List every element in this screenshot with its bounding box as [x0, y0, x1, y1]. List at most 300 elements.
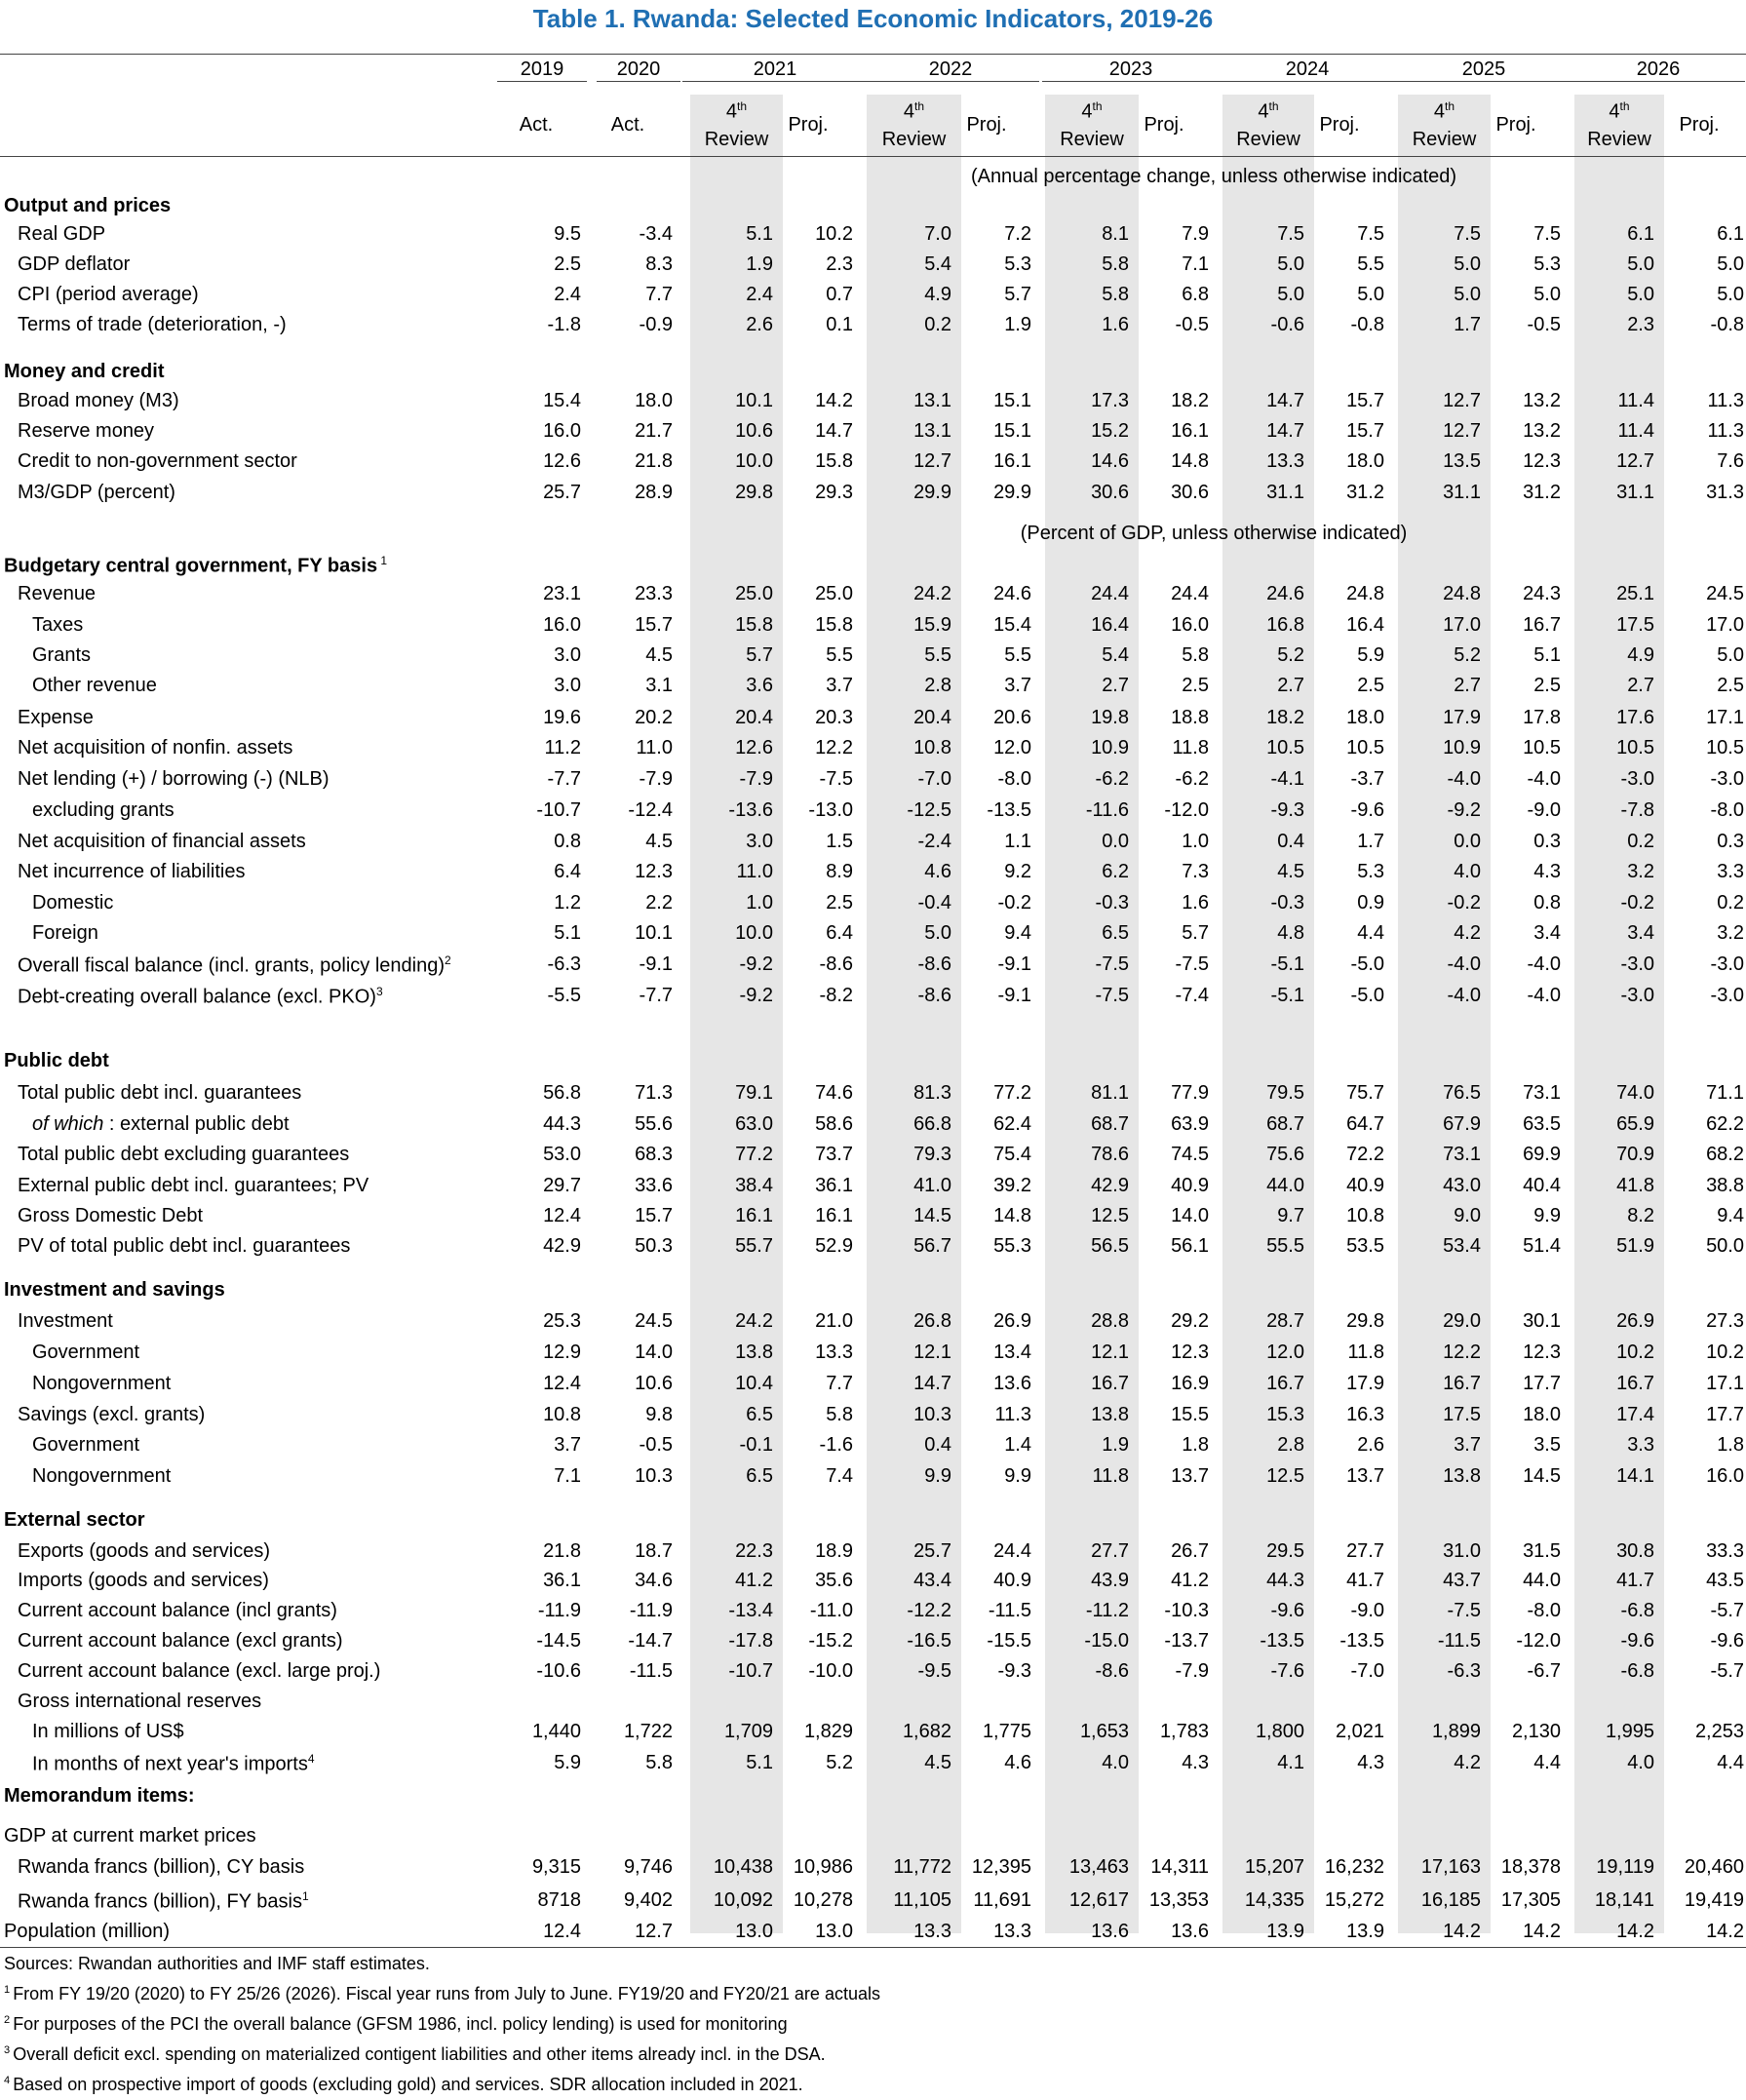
table-cell: -7.5 — [819, 768, 853, 790]
row-label: GDP deflator — [18, 253, 131, 275]
table-cell: 2.6 — [746, 314, 773, 335]
table-cell: 14.7 — [1266, 420, 1304, 442]
table-cell: 15.2 — [1091, 420, 1129, 442]
table-cell: 27.7 — [1091, 1540, 1129, 1562]
table-cell: 55.7 — [735, 1235, 773, 1257]
table-cell: 17.4 — [1616, 1404, 1654, 1425]
table-cell: 10.9 — [1091, 737, 1129, 758]
table-cell: 14.2 — [1706, 1921, 1744, 1942]
table-cell: -0.3 — [1270, 892, 1304, 914]
table-cell: 15.9 — [913, 614, 951, 636]
table-cell: 5.1 — [554, 922, 581, 944]
table-cell: 13.2 — [1523, 420, 1561, 442]
table-cell: 14,335 — [1244, 1889, 1304, 1911]
row-label: Taxes — [32, 614, 84, 636]
table-cell: 12.3 — [635, 861, 673, 882]
table-cell: 13.4 — [993, 1342, 1031, 1363]
table-cell: 1.9 — [746, 253, 773, 275]
table-cell: 13.6 — [1091, 1921, 1129, 1942]
table-cell: -0.5 — [1175, 314, 1209, 335]
row-label: Rwanda francs (billion), FY basis$^1$ — [18, 1889, 309, 1913]
table-cell: 12.0 — [993, 737, 1031, 758]
row-label: Investment — [18, 1310, 113, 1332]
table-cell: 42.9 — [1091, 1175, 1129, 1196]
table-cell: 51.4 — [1523, 1235, 1561, 1257]
table-cell: -7.7 — [547, 768, 581, 790]
section-heading: Budgetary central government, FY basis $^1$ — [4, 554, 388, 577]
table-cell: 28.7 — [1266, 1310, 1304, 1332]
table-cell: 18.9 — [815, 1540, 853, 1562]
table-cell: 25.1 — [1616, 583, 1654, 604]
table-cell: 5.3 — [1004, 253, 1031, 275]
table-cell: 18.0 — [1346, 707, 1384, 728]
table-cell: 2.8 — [1277, 1434, 1304, 1456]
table-cell: 5.0 — [1627, 284, 1654, 305]
table-cell: 14.5 — [913, 1205, 951, 1226]
table-cell: 25.0 — [815, 583, 853, 604]
table-cell: -6.8 — [1620, 1660, 1654, 1682]
row-label: Net incurrence of liabilities — [18, 861, 246, 882]
table-cell: 0.7 — [826, 284, 853, 305]
table-cell: 2.3 — [826, 253, 853, 275]
table-cell: -4.0 — [1527, 953, 1561, 975]
table-cell: -3.0 — [1710, 768, 1744, 790]
table-cell: 0.2 — [1717, 892, 1744, 914]
table-cell: 2,253 — [1694, 1721, 1744, 1742]
row-label: excluding grants — [32, 799, 175, 821]
table-cell: -8.0 — [997, 768, 1031, 790]
row-label: In millions of US$ — [32, 1721, 184, 1742]
table-cell: 71.1 — [1706, 1082, 1744, 1104]
table-cell: 2.5 — [1533, 675, 1561, 696]
section-heading: Output and prices — [4, 195, 172, 216]
table-cell: 10,278 — [793, 1889, 853, 1911]
table-cell: -8.2 — [819, 985, 853, 1006]
table-cell: -9.2 — [739, 985, 773, 1006]
table-cell: 34.6 — [635, 1570, 673, 1591]
table-cell: 39.2 — [993, 1175, 1031, 1196]
table-cell: -5.7 — [1710, 1600, 1744, 1621]
row-label: Reserve money — [18, 420, 155, 442]
table-cell: 16.0 — [1171, 614, 1209, 636]
table-cell: 13.6 — [1171, 1921, 1209, 1942]
bottom-rule — [0, 1947, 1746, 1948]
table-cell: 17.1 — [1706, 707, 1744, 728]
table-cell: 15,272 — [1324, 1889, 1384, 1911]
table-cell: 17.0 — [1706, 614, 1744, 636]
table-cell: 10,986 — [793, 1856, 853, 1878]
table-cell: -9.5 — [917, 1660, 951, 1682]
table-cell: 76.5 — [1443, 1082, 1481, 1104]
table-cell: 70.9 — [1616, 1144, 1654, 1165]
table-cell: -7.9 — [739, 768, 773, 790]
table-cell: 12.0 — [1266, 1342, 1304, 1363]
table-cell: 13,463 — [1068, 1856, 1129, 1878]
table-cell: -13.5 — [1339, 1630, 1384, 1652]
table-cell: 14.1 — [1616, 1465, 1654, 1487]
table-cell: 17.3 — [1091, 390, 1129, 411]
table-cell: 5.8 — [1102, 284, 1129, 305]
table-cell: 13.3 — [913, 1921, 951, 1942]
year-header-2021: 2021 — [682, 58, 868, 82]
projection-column-header: Proj. — [1679, 114, 1720, 136]
table-cell: 44.3 — [543, 1113, 581, 1135]
table-cell: 5.5 — [924, 644, 951, 666]
table-cell: 56.7 — [913, 1235, 951, 1257]
table-cell: -4.1 — [1270, 768, 1304, 790]
table-cell: 10.8 — [543, 1404, 581, 1425]
table-cell: 10.2 — [1706, 1342, 1744, 1363]
table-cell: 5.8 — [645, 1752, 673, 1773]
table-cell: 3.6 — [746, 675, 773, 696]
table-cell: 9,315 — [531, 1856, 581, 1878]
table-cell: 33.3 — [1706, 1540, 1744, 1562]
table-cell: 10.5 — [1616, 737, 1654, 758]
table-cell: 43.7 — [1443, 1570, 1481, 1591]
table-cell: 81.3 — [913, 1082, 951, 1104]
table-cell: 5.0 — [924, 922, 951, 944]
table-cell: -0.2 — [997, 892, 1031, 914]
table-cell: 15.5 — [1171, 1404, 1209, 1425]
table-cell: 24.4 — [993, 1540, 1031, 1562]
table-cell: 13,353 — [1148, 1889, 1209, 1911]
table-cell: 12.9 — [543, 1342, 581, 1363]
table-cell: -8.0 — [1710, 799, 1744, 821]
table-cell: 13.7 — [1171, 1465, 1209, 1487]
table-cell: 10.0 — [735, 922, 773, 944]
table-cell: 3.5 — [1533, 1434, 1561, 1456]
table-cell: 33.6 — [635, 1175, 673, 1196]
table-cell: 11.3 — [1707, 420, 1744, 442]
table-cell: 62.2 — [1706, 1113, 1744, 1135]
table-cell: 7.7 — [645, 284, 673, 305]
table-cell: 12.7 — [635, 1921, 673, 1942]
table-cell: 77.2 — [735, 1144, 773, 1165]
table-cell: 2.8 — [924, 675, 951, 696]
table-cell: -9.1 — [997, 985, 1031, 1006]
footnote: $^4$ Based on prospective import of goods (excluding gold) and services. SDR allocation included in 2021. — [4, 2075, 803, 2094]
row-label: Domestic — [32, 892, 114, 914]
table-cell: 22.3 — [735, 1540, 773, 1562]
table-cell: 30.1 — [1523, 1310, 1561, 1332]
table-cell: 73.1 — [1523, 1082, 1561, 1104]
table-cell: -11.9 — [629, 1600, 673, 1621]
table-cell: -0.4 — [917, 892, 951, 914]
table-cell: 16.8 — [1266, 614, 1304, 636]
table-cell: 9.2 — [1004, 861, 1031, 882]
table-cell: 16,232 — [1324, 1856, 1384, 1878]
table-cell: 2,021 — [1335, 1721, 1384, 1742]
table-cell: -11.9 — [537, 1600, 581, 1621]
header-rule — [0, 156, 1746, 157]
table-cell: 20.4 — [913, 707, 951, 728]
table-cell: 19.8 — [1091, 707, 1129, 728]
table-cell: 11,772 — [893, 1856, 951, 1878]
table-cell: 41.8 — [1616, 1175, 1654, 1196]
table-cell: 1,709 — [723, 1721, 773, 1742]
table-cell: 3.4 — [1627, 922, 1654, 944]
table-cell: 5.9 — [1357, 644, 1384, 666]
table-cell: 0.3 — [1717, 831, 1744, 852]
table-cell: 14.8 — [1171, 450, 1209, 472]
table-cell: 10.0 — [735, 450, 773, 472]
review-column-shade — [1222, 95, 1314, 1933]
table-cell: 9.0 — [1454, 1205, 1481, 1226]
table-cell: 10.6 — [635, 1373, 673, 1394]
table-cell: 16.3 — [1346, 1404, 1384, 1425]
projection-column-header: Proj. — [1495, 114, 1536, 136]
table-cell: 5.1 — [1533, 644, 1561, 666]
table-cell: 11.8 — [1347, 1342, 1384, 1363]
table-cell: -15.2 — [808, 1630, 853, 1652]
table-cell: 16.1 — [1171, 420, 1209, 442]
table-cell: 9.9 — [1533, 1205, 1561, 1226]
table-cell: 23.1 — [543, 583, 581, 604]
table-cell: 3.2 — [1627, 861, 1654, 882]
table-cell: 1.7 — [1454, 314, 1481, 335]
table-cell: 29.8 — [1346, 1310, 1384, 1332]
table-cell: 0.4 — [924, 1434, 951, 1456]
table-cell: 29.9 — [913, 482, 951, 503]
table-cell: 12.4 — [543, 1205, 581, 1226]
table-cell: 77.9 — [1171, 1082, 1209, 1104]
table-cell: 17,305 — [1500, 1889, 1561, 1911]
table-cell: 15.8 — [815, 450, 853, 472]
projection-column-header: Proj. — [788, 114, 829, 136]
table-cell: 7.0 — [924, 223, 951, 245]
table-cell: 8718 — [537, 1889, 581, 1911]
table-cell: 17.5 — [1616, 614, 1654, 636]
table-cell: 1,653 — [1079, 1721, 1129, 1742]
table-cell: 12.4 — [543, 1373, 581, 1394]
projection-column-header: Proj. — [1144, 114, 1184, 136]
table-cell: 72.2 — [1346, 1144, 1384, 1165]
table-cell: 64.7 — [1346, 1113, 1384, 1135]
table-cell: 4.3 — [1357, 1752, 1384, 1773]
table-cell: -3.4 — [639, 223, 673, 245]
table-cell: 12,395 — [971, 1856, 1031, 1878]
table-cell: -0.5 — [639, 1434, 673, 1456]
table-cell: 12.3 — [1171, 1342, 1209, 1363]
table-cell: 38.8 — [1706, 1175, 1744, 1196]
table-cell: 9.9 — [1004, 1465, 1031, 1487]
table-cell: 10,092 — [713, 1889, 773, 1911]
table-cell: 1.6 — [1102, 314, 1129, 335]
table-cell: -7.6 — [1270, 1660, 1304, 1682]
table-cell: 12.2 — [1443, 1342, 1481, 1363]
table-cell: 14,311 — [1150, 1856, 1209, 1878]
table-cell: 4.5 — [645, 831, 673, 852]
table-cell: 63.9 — [1171, 1113, 1209, 1135]
table-cell: -0.6 — [1270, 314, 1304, 335]
section-heading: Memorandum items: — [4, 1785, 195, 1807]
table-cell: 3.1 — [645, 675, 673, 696]
table-cell: 5.8 — [1182, 644, 1209, 666]
table-cell: -10.7 — [536, 799, 581, 821]
table-cell: 11.3 — [994, 1404, 1031, 1425]
table-cell: -12.2 — [907, 1600, 951, 1621]
row-label: Rwanda francs (billion), CY basis — [18, 1856, 305, 1878]
table-cell: -1.6 — [819, 1434, 853, 1456]
table-cell: 26.7 — [1171, 1540, 1209, 1562]
table-cell: 15.1 — [993, 420, 1031, 442]
table-cell: 17.5 — [1443, 1404, 1481, 1425]
table-cell: 10.6 — [735, 420, 773, 442]
table-cell: 7.7 — [826, 1373, 853, 1394]
table-cell: 10.3 — [635, 1465, 673, 1487]
table-cell: -14.5 — [536, 1630, 581, 1652]
table-cell: 5.1 — [746, 1752, 773, 1773]
table-cell: 38.4 — [735, 1175, 773, 1196]
table-cell: 16.9 — [1171, 1373, 1209, 1394]
table-cell: 43.9 — [1091, 1570, 1129, 1591]
table-cell: -9.0 — [1527, 799, 1561, 821]
table-cell: 73.1 — [1443, 1144, 1481, 1165]
table-cell: 21.8 — [543, 1540, 581, 1562]
unit-note-annual: (Annual percentage change, unless otherwise indicated) — [970, 166, 1457, 187]
table-cell: 12.7 — [913, 450, 951, 472]
table-cell: 41.2 — [735, 1570, 773, 1591]
table-cell: -0.8 — [1710, 314, 1744, 335]
table-cell: 4.5 — [924, 1752, 951, 1773]
table-cell: -5.7 — [1710, 1660, 1744, 1682]
table-cell: 12.3 — [1523, 450, 1561, 472]
review-column-header: 4th Review — [1060, 99, 1124, 150]
table-cell: 6.2 — [1102, 861, 1129, 882]
table-cell: 4.4 — [1717, 1752, 1744, 1773]
table-cell: 17.1 — [1706, 1373, 1744, 1394]
table-cell: 1.4 — [1004, 1434, 1031, 1456]
table-cell: -5.1 — [1270, 953, 1304, 975]
table-cell: 12.3 — [1523, 1342, 1561, 1363]
table-cell: 2.7 — [1627, 675, 1654, 696]
table-cell: 31.2 — [1346, 482, 1384, 503]
table-cell: 29.0 — [1443, 1310, 1481, 1332]
table-cell: 24.5 — [1706, 583, 1744, 604]
section-heading: Public debt — [4, 1050, 109, 1071]
table-cell: 0.3 — [1533, 831, 1561, 852]
table-cell: 16.7 — [1443, 1373, 1481, 1394]
row-label: Total public debt incl. guarantees — [18, 1082, 302, 1104]
row-label: Expense — [18, 707, 94, 728]
table-cell: 4.5 — [645, 644, 673, 666]
table-cell: 1.7 — [1357, 831, 1384, 852]
table-cell: 5.2 — [1277, 644, 1304, 666]
table-cell: 15.3 — [1266, 1404, 1304, 1425]
table-cell: 12.1 — [1091, 1342, 1129, 1363]
table-cell: 13.1 — [913, 390, 951, 411]
table-cell: 10.8 — [1346, 1205, 1384, 1226]
table-cell: 24.8 — [1443, 583, 1481, 604]
table-cell: 11.4 — [1617, 390, 1654, 411]
table-cell: 20.2 — [635, 707, 673, 728]
table-cell: -13.7 — [1164, 1630, 1209, 1652]
table-cell: 20.6 — [993, 707, 1031, 728]
table-cell: 5.0 — [1717, 284, 1744, 305]
table-cell: 2.5 — [826, 892, 853, 914]
year-header-2023: 2023 — [1042, 58, 1220, 82]
table-cell: 55.5 — [1266, 1235, 1304, 1257]
row-label: Broad money (M3) — [18, 390, 179, 411]
table-cell: -6.3 — [1447, 1660, 1481, 1682]
table-cell: 16.0 — [1706, 1465, 1744, 1487]
row-label: Population (million) — [4, 1921, 171, 1942]
table-cell: 31.5 — [1523, 1540, 1561, 1562]
review-column-header: 4th Review — [881, 99, 947, 150]
table-cell: 9.4 — [1717, 1205, 1744, 1226]
row-label: Savings (excl. grants) — [18, 1404, 206, 1425]
table-cell: 14.5 — [1523, 1465, 1561, 1487]
table-cell: -5.5 — [547, 985, 581, 1006]
table-cell: 18.2 — [1171, 390, 1209, 411]
table-cell: -3.7 — [1350, 768, 1384, 790]
table-cell: 1.5 — [826, 831, 853, 852]
table-cell: 5.4 — [924, 253, 951, 275]
table-cell: 50.3 — [635, 1235, 673, 1257]
table-cell: 18,141 — [1594, 1889, 1654, 1911]
table-cell: 17.7 — [1523, 1373, 1561, 1394]
table-cell: 8.1 — [1102, 223, 1129, 245]
table-cell: -5.0 — [1350, 985, 1384, 1006]
footnote: $^3$ Overall deficit excl. spending on materialized contigent liabilities and other items already incl. in the DSA. — [4, 2044, 826, 2064]
table-cell: 1.8 — [1717, 1434, 1744, 1456]
table-cell: 69.9 — [1523, 1144, 1561, 1165]
table-cell: 16.4 — [1346, 614, 1384, 636]
table-cell: 75.4 — [993, 1144, 1031, 1165]
year-header-2022: 2022 — [862, 58, 1039, 82]
section-heading: External sector — [4, 1509, 145, 1531]
table-cell: 0.2 — [1627, 831, 1654, 852]
table-cell: 74.0 — [1616, 1082, 1654, 1104]
table-cell: 5.5 — [826, 644, 853, 666]
table-cell: 14.2 — [1443, 1921, 1481, 1942]
table-cell: 71.3 — [635, 1082, 673, 1104]
table-cell: 2.5 — [1357, 675, 1384, 696]
table-cell: 9.5 — [554, 223, 581, 245]
table-cell: 29.9 — [993, 482, 1031, 503]
table-cell: 10.4 — [735, 1373, 773, 1394]
row-label: Real GDP — [18, 223, 106, 245]
year-header-2024: 2024 — [1220, 58, 1395, 82]
row-label: Other revenue — [32, 675, 157, 696]
table-cell: 5.3 — [1357, 861, 1384, 882]
table-cell: 12.6 — [735, 737, 773, 758]
table-cell: 18.0 — [635, 390, 673, 411]
table-cell: 9,402 — [623, 1889, 673, 1911]
table-cell: 1,682 — [902, 1721, 951, 1742]
table-cell: 12.4 — [543, 1921, 581, 1942]
table-cell: -9.0 — [1350, 1600, 1384, 1621]
table-cell: 7.5 — [1533, 223, 1561, 245]
table-cell: 5.0 — [1627, 253, 1654, 275]
table-cell: 44.0 — [1266, 1175, 1304, 1196]
table-cell: 1.9 — [1102, 1434, 1129, 1456]
table-cell: 41.7 — [1346, 1570, 1384, 1591]
table-cell: 18.2 — [1266, 707, 1304, 728]
table-cell: 15.7 — [635, 614, 673, 636]
review-column-shade — [1574, 95, 1664, 1933]
table-cell: 6.4 — [826, 922, 853, 944]
table-cell: 79.3 — [913, 1144, 951, 1165]
table-cell: 2.5 — [1717, 675, 1744, 696]
table-cell: 10.3 — [913, 1404, 951, 1425]
table-cell: 68.3 — [635, 1144, 673, 1165]
table-cell: 16.1 — [993, 450, 1031, 472]
table-cell: 63.5 — [1523, 1113, 1561, 1135]
table-cell: -12.4 — [628, 799, 673, 821]
table-cell: 11,105 — [893, 1889, 951, 1911]
table-cell: -0.5 — [1527, 314, 1561, 335]
